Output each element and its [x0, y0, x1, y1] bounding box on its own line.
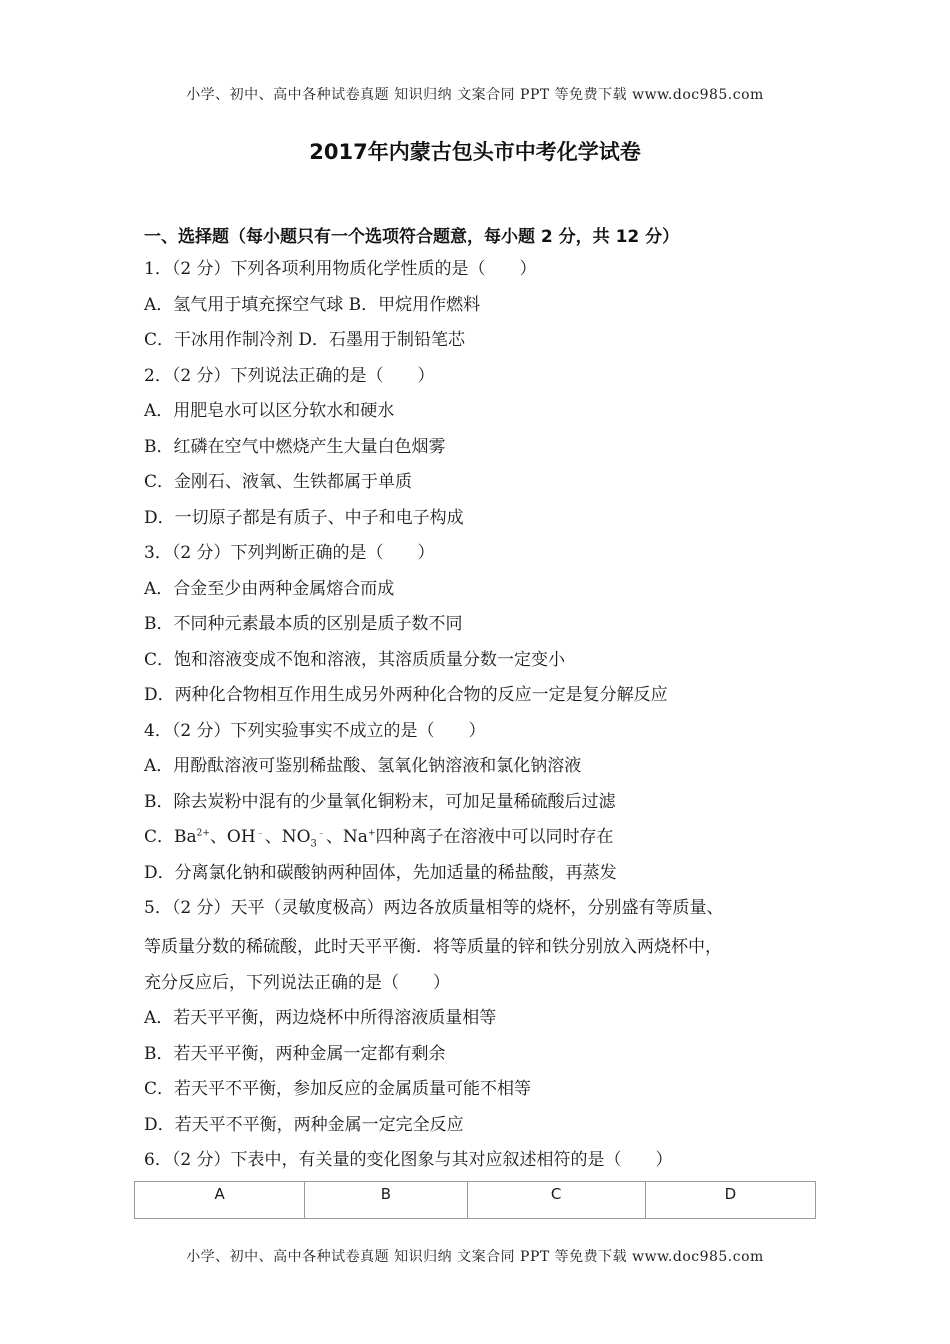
q5-option-c: C．若天平不平衡，参加反应的金属质量可能不相等: [144, 1079, 532, 1099]
nitrate-ion: 、NO: [264, 827, 311, 847]
q4-stem: 4．（2 分）下列实验事实不成立的是（ ）: [144, 721, 486, 741]
table-header-cell: B: [305, 1182, 467, 1219]
q4-option-d: D．分离氯化钠和碳酸钠两种固体，先加适量的稀盐酸，再蒸发: [144, 863, 617, 883]
q1-options-cd: C．干冰用作制冷剂 D．石墨用于制铅笔芯: [144, 330, 466, 350]
header-banner: 小学、初中、高中各种试卷真题 知识归纳 文案合同 PPT 等免费下载 www.doc985.com: [186, 87, 764, 103]
q2-option-d: D．一切原子都是有质子、中子和电子构成: [144, 508, 464, 528]
q5-option-a: A．若天平平衡，两边烧杯中所得溶液质量相等: [144, 1008, 497, 1028]
q3-stem: 3．（2 分）下列判断正确的是（ ）: [144, 543, 435, 563]
barium-charge: 2+: [196, 828, 210, 839]
q5-option-d: D．若天平不平衡，两种金属一定完全反应: [144, 1115, 464, 1135]
barium-ion: Ba: [174, 827, 197, 847]
sodium-charge: +: [367, 828, 376, 839]
footer-banner: 小学、初中、高中各种试卷真题 知识归纳 文案合同 PPT 等免费下载 www.doc985.com: [186, 1249, 764, 1265]
q4-option-c-label: C．: [144, 827, 175, 847]
q4-option-c: [144, 826, 824, 848]
q4-option-c-text: 四种离子在溶液中可以同时存在: [375, 827, 614, 847]
q1-stem: 1．（2 分）下列各项利用物质化学性质的是（ ）: [144, 259, 537, 279]
q5-stem-line2: 等质量分数的稀硫酸，此时天平平衡．将等质量的锌和铁分别放入两烧杯中，: [144, 937, 722, 957]
table-header-row: [135, 1182, 816, 1219]
sodium-ion: 、Na: [325, 827, 368, 847]
table-header-cell: C: [467, 1182, 645, 1219]
section-heading: 一、选择题（每小题只有一个选项符合题意，每小题 2 分，共 12 分）: [144, 227, 680, 247]
q2-option-a: A．用肥皂水可以区分软水和硬水: [144, 401, 395, 421]
q5-stem-line3: 充分反应后，下列说法正确的是（ ）: [144, 973, 450, 993]
q4-option-b: B．除去炭粉中混有的少量氧化铜粉末，可加足量稀硫酸后过滤: [144, 792, 616, 812]
q1-options-ab: A．氢气用于填充探空气球 B．甲烷用作燃料: [144, 295, 481, 315]
table-header-cell: A: [135, 1182, 305, 1219]
nitrate-subscript: 3: [310, 838, 317, 850]
exam-title: 2017年内蒙古包头市中考化学试卷: [309, 140, 641, 164]
q5-option-b: B．若天平平衡，两种金属一定都有剩余: [144, 1044, 446, 1064]
q3-option-a: A．合金至少由两种金属熔合而成: [144, 579, 395, 599]
q2-stem: 2．（2 分）下列说法正确的是（ ）: [144, 366, 435, 386]
hydroxide-ion: 、OH: [209, 827, 256, 847]
q3-option-b: B．不同种元素最本质的区别是质子数不同: [144, 614, 463, 634]
q4-option-a: A．用酚酞溶液可鉴别稀盐酸、氢氧化钠溶液和氯化钠溶液: [144, 756, 582, 776]
q6-options-table: [134, 1181, 816, 1219]
q3-option-c: C．饱和溶液变成不饱和溶液，其溶质质量分数一定变小: [144, 650, 566, 670]
nitrate-charge: ﹣: [316, 828, 326, 839]
q2-option-c: C．金刚石、液氧、生铁都属于单质: [144, 472, 413, 492]
q6-stem: 6．（2 分）下表中，有关量的变化图象与其对应叙述相符的是（ ）: [144, 1150, 673, 1170]
q2-option-b: B．红磷在空气中燃烧产生大量白色烟雾: [144, 437, 446, 457]
table-header-cell: D: [645, 1182, 815, 1219]
hydroxide-charge: ﹣: [255, 828, 265, 839]
q5-stem-line1: 5．（2 分）天平（灵敏度极高）两边各放质量相等的烧杯，分别盛有等质量、: [144, 898, 724, 918]
q3-option-d: D．两种化合物相互作用生成另外两种化合物的反应一定是复分解反应: [144, 685, 668, 705]
